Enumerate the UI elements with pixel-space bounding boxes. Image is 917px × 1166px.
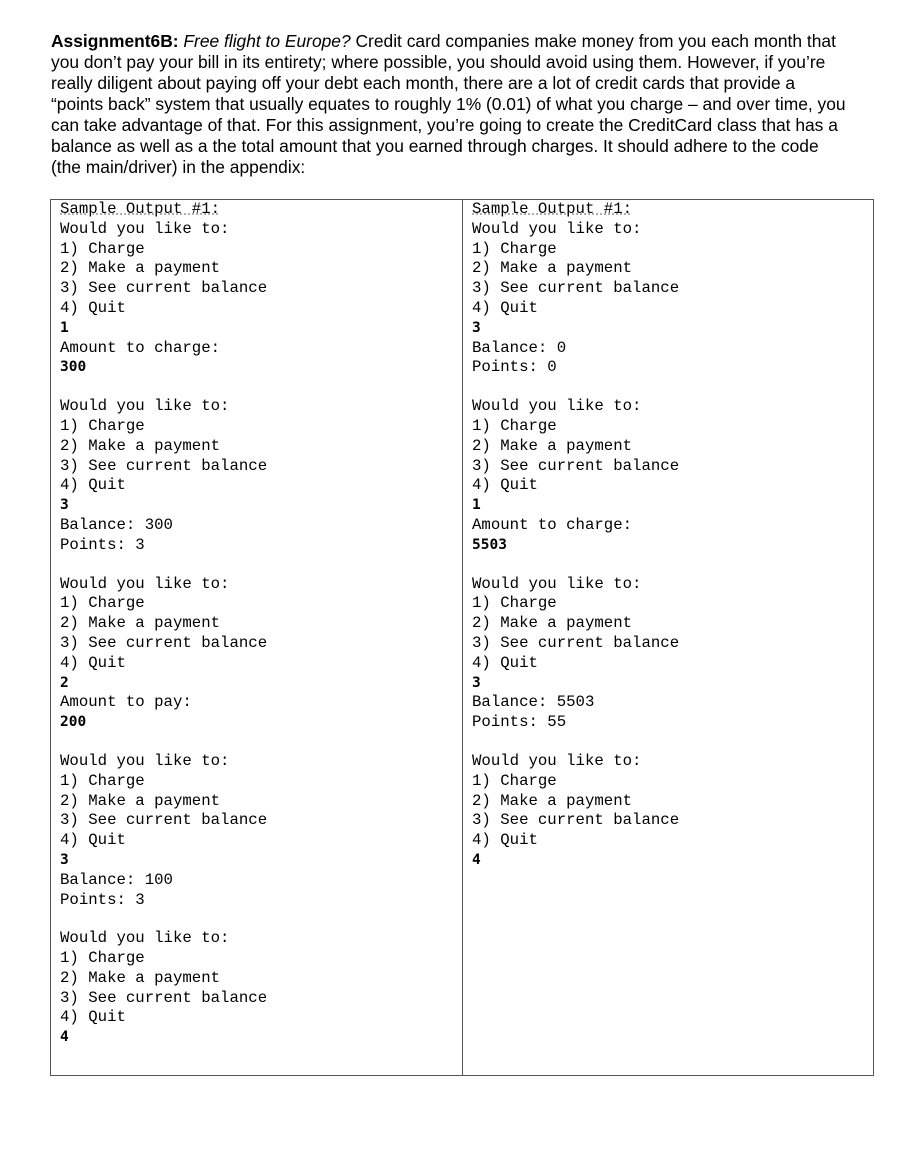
console-line-text: 3	[472, 319, 481, 336]
console-output-line	[472, 299, 679, 319]
console-line-text: Points: 3	[60, 890, 145, 909]
console-output-line	[472, 594, 679, 614]
console-output-line	[60, 752, 267, 772]
console-line-text: 2) Make a payment	[60, 791, 221, 810]
console-line-text: Points: 3	[60, 535, 145, 554]
console-output-line	[60, 792, 267, 812]
console-line-text: Balance: 0	[472, 338, 567, 357]
console-line-text: 4) Quit	[60, 653, 126, 672]
console-line-text: 2) Make a payment	[60, 259, 221, 278]
console-output-line	[472, 654, 679, 674]
console-line-text: 1) Charge	[60, 949, 145, 968]
console-output-line	[60, 279, 267, 299]
console-line-text: Points: 55	[472, 713, 567, 732]
console-line-text: Balance: 100	[60, 870, 173, 889]
console-output-line	[60, 1008, 267, 1028]
user-input-line	[60, 496, 267, 516]
console-output-line	[472, 240, 679, 260]
console-output-line	[60, 417, 267, 437]
console-output-line	[60, 339, 267, 359]
console-line-text: Would you like to:	[472, 397, 642, 416]
console-output-line	[472, 437, 679, 457]
console-line-text: 4	[472, 851, 481, 868]
console-line-text: 1) Charge	[60, 416, 145, 435]
blank-line	[60, 910, 267, 929]
console-line-text: 2) Make a payment	[472, 436, 633, 455]
console-output-line	[472, 220, 679, 240]
console-output-line	[60, 516, 267, 536]
blank-line	[472, 733, 679, 752]
console-output-line	[60, 929, 267, 949]
blank-line	[60, 378, 267, 397]
console-line-text: 2) Make a payment	[472, 259, 633, 278]
console-line-text: 1	[60, 319, 69, 336]
console-output-line	[60, 476, 267, 496]
console-line-text: 2) Make a payment	[472, 791, 633, 810]
console-line-text: Would you like to:	[60, 929, 230, 948]
console-line-text: 1) Charge	[472, 771, 557, 790]
console-output-line	[60, 969, 267, 989]
console-line-text: 3	[60, 497, 69, 514]
user-input-line	[472, 319, 679, 339]
console-line-text: 200	[60, 714, 87, 731]
column-divider	[462, 199, 463, 1076]
console-output-line	[60, 831, 267, 851]
console-line-text: 4) Quit	[472, 476, 538, 495]
console-output-line	[472, 713, 679, 733]
console-output-line	[60, 259, 267, 279]
console-output-line	[60, 457, 267, 477]
console-line-text: 4) Quit	[472, 831, 538, 850]
console-line-text: 2) Make a payment	[472, 614, 633, 633]
console-output-line	[60, 989, 267, 1009]
console-line-text: 3) See current balance	[472, 279, 680, 298]
console-output-line	[472, 811, 679, 831]
console-output-line	[60, 693, 267, 713]
blank-line	[472, 378, 679, 397]
sample-output-header	[60, 200, 267, 220]
console-output-line	[60, 220, 267, 240]
console-line-text: 1) Charge	[472, 239, 557, 258]
console-line-text: 3) See current balance	[472, 811, 680, 830]
console-output-line	[60, 772, 267, 792]
blank-line	[472, 556, 679, 575]
console-line-text: 4	[60, 1029, 69, 1046]
console-line-text: Would you like to:	[472, 751, 642, 770]
console-line-text: Would you like to:	[472, 219, 642, 238]
console-line-text: 1) Charge	[472, 594, 557, 613]
console-output-line	[60, 536, 267, 556]
console-line-text: Would you like to:	[60, 574, 230, 593]
console-output-line	[472, 772, 679, 792]
console-line-text: 3) See current balance	[60, 456, 268, 475]
console-line-text: 2) Make a payment	[60, 614, 221, 633]
console-line-text: 2) Make a payment	[60, 968, 221, 987]
console-output-line	[472, 831, 679, 851]
console-line-text: 3) See current balance	[60, 988, 268, 1007]
console-output-line	[60, 240, 267, 260]
user-input-line	[472, 536, 679, 556]
console-output-line	[472, 339, 679, 359]
console-line-text: Balance: 5503	[472, 693, 595, 712]
console-output-line	[472, 417, 679, 437]
user-input-line	[60, 851, 267, 871]
console-line-text: Would you like to:	[472, 574, 642, 593]
console-output-line	[60, 654, 267, 674]
console-output-line	[472, 358, 679, 378]
console-output-line	[472, 752, 679, 772]
console-output-line	[472, 693, 679, 713]
console-line-text: 4) Quit	[472, 653, 538, 672]
console-output-line	[60, 634, 267, 654]
blank-line	[60, 733, 267, 752]
sample-output-left-column	[60, 200, 267, 1048]
console-output-line	[60, 437, 267, 457]
assignment-question: Free flight to Europe?	[183, 31, 351, 51]
console-line-text: 1) Charge	[60, 239, 145, 258]
user-input-line	[60, 674, 267, 694]
console-output-line	[472, 614, 679, 634]
console-output-line	[60, 299, 267, 319]
console-output-line	[60, 614, 267, 634]
user-input-line	[60, 319, 267, 339]
console-line-text: Would you like to:	[60, 219, 230, 238]
sample-output-right-column	[472, 200, 679, 871]
console-line-text: 4) Quit	[60, 831, 126, 850]
console-line-text: 3) See current balance	[60, 633, 268, 652]
console-line-text: Amount to charge:	[472, 515, 633, 534]
user-input-line	[472, 496, 679, 516]
console-line-text: Balance: 300	[60, 515, 173, 534]
console-line-text: 5503	[472, 536, 507, 553]
console-line-text: 4) Quit	[60, 1008, 126, 1027]
console-output-line	[60, 397, 267, 417]
console-line-text: Points: 0	[472, 358, 557, 377]
user-input-line	[60, 713, 267, 733]
user-input-line	[472, 674, 679, 694]
console-line-text: 3	[472, 674, 481, 691]
console-line-text: Sample Output #1:	[472, 200, 633, 218]
console-line-text: 1) Charge	[60, 594, 145, 613]
console-output-line	[472, 476, 679, 496]
console-line-text: Amount to pay:	[60, 693, 192, 712]
assignment-body: Credit card companies make money from you each month that you don’t pay your bill in its entirety; where possible, you should avoid using them. However, if you’re really diligent about paying off your debt each month, there are a lot of credit cards that provide a “points back” system that usually equates to roughly 1% (0.01) of what you charge – and over time, you can take advantage of that. For this assignment, you’re going to create the CreditCard class that has a balance as well as a the total amount that you earned through charges. It should adhere to the code (the main/driver) in the appendix:	[51, 31, 846, 177]
console-line-text: 4) Quit	[60, 476, 126, 495]
console-output-line	[472, 279, 679, 299]
console-line-text: 1) Charge	[472, 416, 557, 435]
user-input-line	[60, 1028, 267, 1048]
console-line-text: 4) Quit	[472, 298, 538, 317]
console-output-line	[60, 871, 267, 891]
console-line-text: 3) See current balance	[60, 279, 268, 298]
console-line-text: 300	[60, 359, 87, 376]
console-line-text: 1	[472, 497, 481, 514]
console-line-text: Would you like to:	[60, 751, 230, 770]
console-output-line	[60, 949, 267, 969]
console-output-line	[472, 792, 679, 812]
sample-output-header	[472, 200, 679, 220]
console-line-text: Amount to charge:	[60, 338, 221, 357]
console-line-text: 3	[60, 851, 69, 868]
console-line-text: 3) See current balance	[472, 456, 680, 475]
console-output-line	[472, 397, 679, 417]
console-output-line	[60, 891, 267, 911]
console-output-line	[472, 634, 679, 654]
console-line-text: Would you like to:	[60, 397, 230, 416]
blank-line	[60, 556, 267, 575]
console-output-line	[472, 516, 679, 536]
console-line-text: 2	[60, 674, 69, 691]
console-line-text: 1) Charge	[60, 771, 145, 790]
assignment-title: Assignment6B:	[51, 31, 179, 51]
console-line-text: 4) Quit	[60, 298, 126, 317]
console-line-text: 2) Make a payment	[60, 436, 221, 455]
console-output-line	[472, 259, 679, 279]
console-output-line	[60, 594, 267, 614]
user-input-line	[472, 851, 679, 871]
console-output-line	[472, 575, 679, 595]
console-output-line	[60, 811, 267, 831]
console-output-line	[472, 457, 679, 477]
console-output-line	[60, 575, 267, 595]
console-line-text: 3) See current balance	[60, 811, 268, 830]
assignment-description	[51, 31, 851, 178]
console-line-text: Sample Output #1:	[60, 200, 221, 218]
user-input-line	[60, 358, 267, 378]
console-line-text: 3) See current balance	[472, 633, 680, 652]
